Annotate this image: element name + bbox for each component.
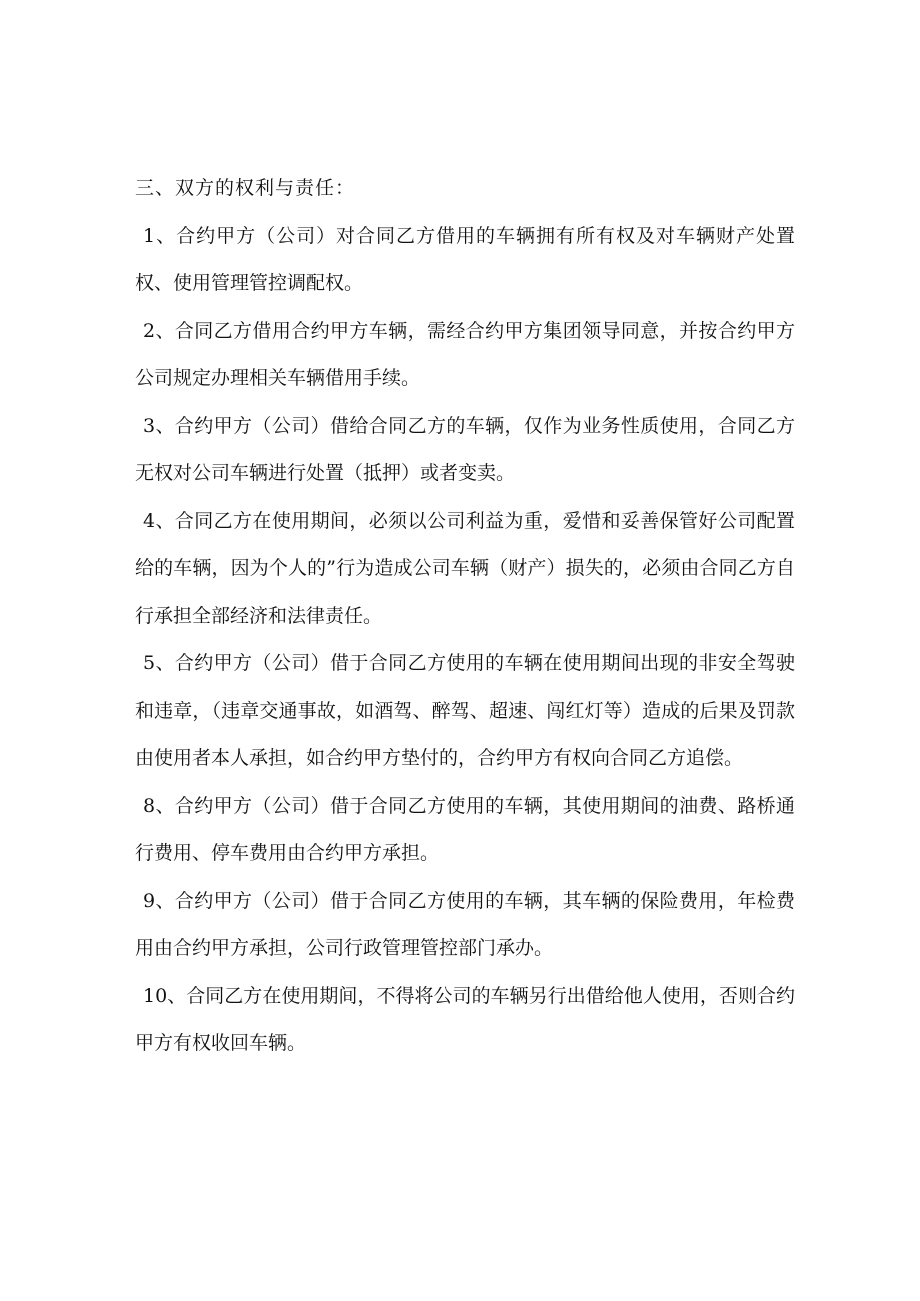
clause-9: 9、合约甲方（公司）借于合同乙方使用的车辆，其车辆的保险费用，年检费用由合约甲方承担，公司行政管理管控部门承办。 <box>135 889 795 959</box>
clause-3: 3、合约甲方（公司）借给合同乙方的车辆，仅作为业务性质使用，合同乙方无权对公司车辆进行处置（抵押）或者变卖。 <box>135 414 795 484</box>
clause-5: 5、合约甲方（公司）借于合同乙方使用的车辆在使用期间出现的非安全驾驶和违章，（违章交通事故，如酒驾、醉驾、超速、闯红灯等）造成的后果及罚款由使用者本人承担，如合约甲方垫付的，合约甲方有权向合同乙方追偿。 <box>135 652 795 769</box>
clause-4: 4、合同乙方在使用期间，必须以公司利益为重，爱惜和妥善保管好公司配置给的车辆，因为个人的”行为造成公司车辆（财产）损失的，必须由合同乙方自行承担全部经济和法律责任。 <box>135 509 795 627</box>
clause-10: 10、合同乙方在使用期间，不得将公司的车辆另行出借给他人使用，否则合约甲方有权收回车辆。 <box>135 984 795 1054</box>
document-body <box>135 165 795 1068</box>
section-heading: 三、双方的权利与责任： <box>135 177 356 199</box>
clause-1: 1、合约甲方（公司）对合同乙方借用的车辆拥有所有权及对车辆财产处置权、使用管理管控调配权。 <box>135 224 795 294</box>
clause-2: 2、合同乙方借用合约甲方车辆，需经合约甲方集团领导同意，并按合约甲方公司规定办理相关车辆借用手续。 <box>135 319 795 389</box>
clause-8: 8、合约甲方（公司）借于合同乙方使用的车辆，其使用期间的油费、路桥通行费用、停车费用由合约甲方承担。 <box>135 794 795 864</box>
